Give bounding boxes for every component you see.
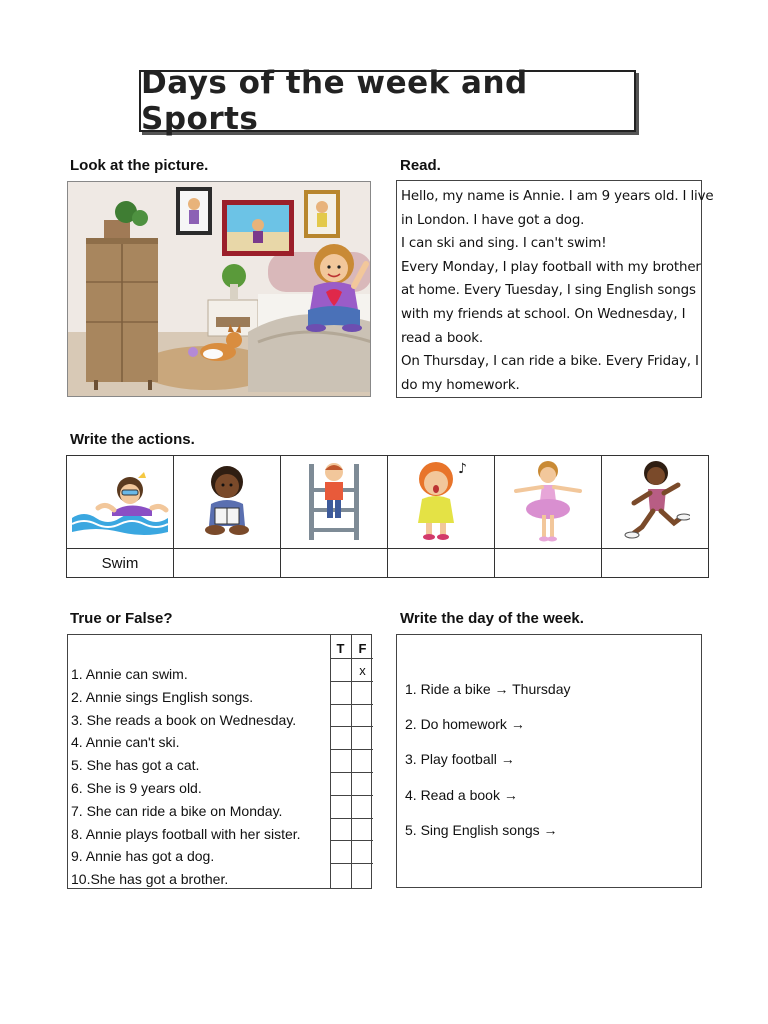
swimming-girl-icon [68,460,172,540]
action-answer-cell[interactable] [281,549,388,578]
action-answer-cell[interactable]: Swim [67,549,174,578]
action-answer-cell[interactable] [495,549,602,578]
svg-text:♪: ♪ [458,460,467,477]
action-picture-cell [174,456,281,549]
day-question[interactable]: 4. Read a book → [405,787,518,803]
true-false-statement: 4. Annie can't ski. [71,734,180,751]
singing-girl-icon [408,457,474,543]
action-picture-cell [495,456,602,549]
day-question[interactable]: 1. Ride a bike → Thursday [405,681,571,697]
ballet-girl-icon [508,457,588,543]
actions-table [66,455,709,578]
action-answer-cell[interactable] [174,549,281,578]
reading-line: Every Monday, I play football with my brother [401,259,701,275]
tf-row-divider [330,726,373,727]
f-header: F [358,641,367,656]
reading-line: do my homework. [401,377,520,393]
action-answer-cell[interactable] [388,549,495,578]
reading-text-box [396,180,714,398]
tf-row-divider [330,704,373,705]
false-checkbox[interactable]: x [359,663,366,678]
tf-row-divider [330,772,373,773]
tf-row-divider [330,658,373,659]
tf-row-divider [330,863,373,864]
action-picture-cell [67,456,174,549]
true-false-statement: 7. She can ride a bike on Monday. [71,802,283,819]
true-false-statement: 1. Annie can swim. [71,666,188,682]
reading-boy-icon [197,460,257,540]
climbing-boy-icon [301,458,367,542]
t-header: T [336,641,345,656]
true-false-statement: 8. Annie plays football with her sister. [71,825,301,842]
days-box [396,634,702,888]
true-false-section-label: True or False? [70,610,173,627]
true-false-statement: 6. She is 9 years old. [71,780,202,796]
reading-line: with my friends at school. On Wednesday, I [401,306,686,322]
true-false-statement: 5. She has got a cat. [71,757,200,774]
days-section-label: Write the day of the week. [400,610,584,627]
true-false-table [67,634,372,889]
actions-section-label: Write the actions. [70,431,195,448]
action-answer-cell[interactable] [602,549,709,578]
reading-line: I can ski and sing. I can't swim! [401,236,607,252]
action-picture-cell [281,456,388,549]
reading-line: Hello, my name is Annie. I am 9 years old. I live [401,189,714,204]
true-false-statement: 10.She has got a brother. [71,871,229,888]
picture-section-label: Look at the picture. [70,157,209,174]
tf-row-divider [330,795,373,796]
tf-row-divider [330,840,373,841]
day-question[interactable]: 5. Sing English songs → [405,822,558,838]
worksheet-title: Days of the week and Sports [141,65,528,137]
reading-line: read a book. [401,330,483,346]
read-section-label: Read. [400,157,441,174]
reading-line: On Thursday, I can ride a bike. Every Friday, I [401,354,699,370]
action-picture-cell [388,456,495,549]
day-question[interactable]: 2. Do homework → [405,716,525,732]
tf-row-divider [330,749,373,750]
day-question[interactable]: 3. Play football → [405,751,515,767]
worksheet-title-box [139,65,636,137]
reading-line: in London. I have got a dog. [401,212,585,228]
tf-row-divider [330,818,373,819]
action-picture-cell [602,456,709,549]
running-boy-icon [620,457,690,543]
reading-line: at home. Every Tuesday, I sing English songs [401,283,696,299]
true-false-statement: 3. She reads a book on Wednesday. [71,711,297,728]
true-false-statement: 2. Annie sings English songs. [71,688,254,705]
tf-row-divider [330,681,373,682]
true-false-statement: 9. Annie has got a dog. [71,848,215,865]
bedroom-picture [67,181,371,397]
